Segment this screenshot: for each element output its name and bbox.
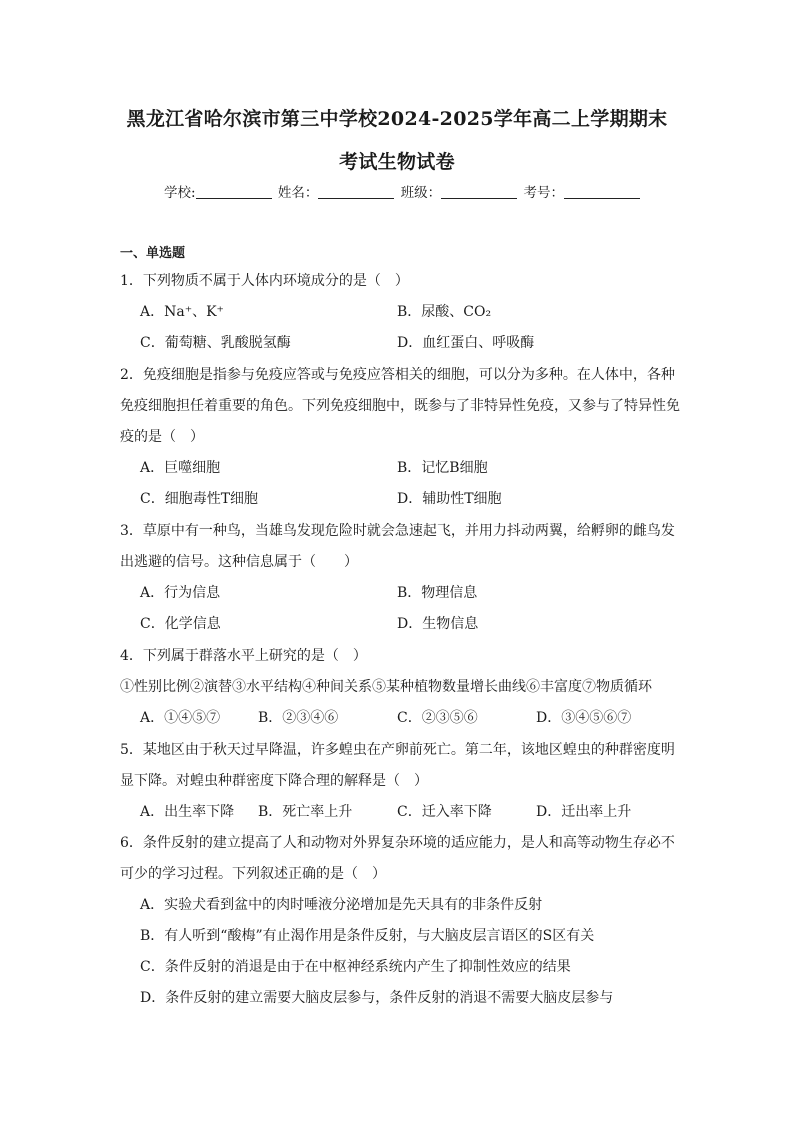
school-blank — [196, 184, 272, 199]
section-heading: 一、单选题 — [120, 246, 186, 261]
question-2-option-d: D．辅助性T细胞 — [397, 491, 502, 507]
question-6-stem-line-1: 6．条件反射的建立提高了人和动物对外界复杂环境的适应能力，是人和高等动物生存必不 — [120, 835, 675, 851]
question-4-stem-line-1: 4．下列属于群落水平上研究的是（ ） — [120, 648, 367, 664]
question-5-option-c: C．迁入率下降 — [397, 804, 492, 820]
question-6-stem-line-2: 可少的学习过程。下列叙述正确的是（ ） — [120, 866, 386, 882]
question-3-option-c: C．化学信息 — [140, 616, 221, 632]
question-3-option-d: D．生物信息 — [397, 616, 479, 632]
question-5-stem-line-2: 显下降。对蝗虫种群密度下降合理的解释是（ ） — [120, 773, 428, 789]
question-3-option-b: B．物理信息 — [397, 585, 478, 601]
question-4-option-a: A．①④⑤⑦ — [140, 710, 221, 726]
question-6-option-a: A．实验犬看到盆中的肉时唾液分泌增加是先天具有的非条件反射 — [140, 897, 543, 913]
question-4-option-b: B．②③④⑥ — [258, 710, 339, 726]
question-3-option-a: A．行为信息 — [140, 585, 221, 601]
question-5-option-d: D．迁出率上升 — [536, 804, 632, 820]
exam-number-blank — [564, 184, 640, 199]
question-6-option-c: C．条件反射的消退是由于在中枢神经系统内产生了抑制性效应的结果 — [140, 959, 571, 975]
student-info-row — [164, 181, 642, 201]
name-label: 姓名： — [277, 185, 319, 201]
question-1-option-c: C．葡萄糖、乳酸脱氢酶 — [140, 335, 291, 351]
question-2-stem-line-1: 2．免疫细胞是指参与免疫应答或与免疫应答相关的细胞，可以分为多种。在人体中，各种 — [120, 367, 675, 383]
class-label: 班级： — [400, 185, 442, 201]
question-4-option-c: C．②③⑤⑥ — [397, 710, 478, 726]
question-2-option-c: C．细胞毒性T细胞 — [140, 491, 259, 507]
question-1-option-a: A．Na⁺、K⁺ — [140, 304, 224, 320]
question-5-stem-line-1: 5．某地区由于秋天过早降温，许多蝗虫在产卵前死亡。第二年，该地区蝗虫的种群密度明 — [120, 742, 675, 758]
question-6-option-b: B．有人听到“酸梅”有止渴作用是条件反射，与大脑皮层言语区的S区有关 — [140, 928, 595, 944]
exam-title-line-2: 考试生物试卷 — [339, 151, 455, 173]
question-5-option-a: A．出生率下降 — [140, 804, 235, 820]
name-blank — [318, 184, 394, 199]
question-3-stem-line-1: 3．草原中有一种鸟，当雄鸟发现危险时就会急速起飞，并用力抖动两翼，给孵卵的雌鸟发 — [120, 523, 675, 539]
question-2-option-a: A．巨噬细胞 — [140, 460, 221, 476]
exam-title-line-1: 黑龙江省哈尔滨市第三中学校2024-2025学年高二上学期期末 — [126, 108, 668, 130]
class-blank — [441, 184, 517, 199]
question-4-option-d: D．③④⑤⑥⑦ — [536, 710, 632, 726]
question-3-stem-line-2: 出逃避的信号。这种信息属于（ ） — [120, 554, 358, 570]
question-1-stem: 1．下列物质不属于人体内环境成分的是（ ） — [120, 273, 409, 289]
question-1-option-d: D．血红蛋白、呼吸酶 — [397, 335, 535, 351]
question-6-option-d: D．条件反射的建立需要大脑皮层参与，条件反射的消退不需要大脑皮层参与 — [140, 990, 614, 1006]
school-label: 学校: — [164, 185, 196, 201]
question-5-option-b: B．死亡率上升 — [258, 804, 353, 820]
question-1-option-b: B．尿酸、CO₂ — [397, 304, 492, 320]
question-2-stem-line-3: 疫的是（ ） — [120, 429, 204, 445]
exam-number-label: 考号： — [523, 185, 564, 201]
question-2-stem-line-2: 免疫细胞担任着重要的角色。下列免疫细胞中，既参与了非特异性免疫，又参与了特异性免 — [120, 398, 680, 414]
question-2-option-b: B．记忆B细胞 — [397, 460, 488, 476]
question-4-stem-line-2: ①性别比例②演替③水平结构④种间关系⑤某种植物数量增长曲线⑥丰富度⑦物质循环 — [120, 679, 652, 695]
